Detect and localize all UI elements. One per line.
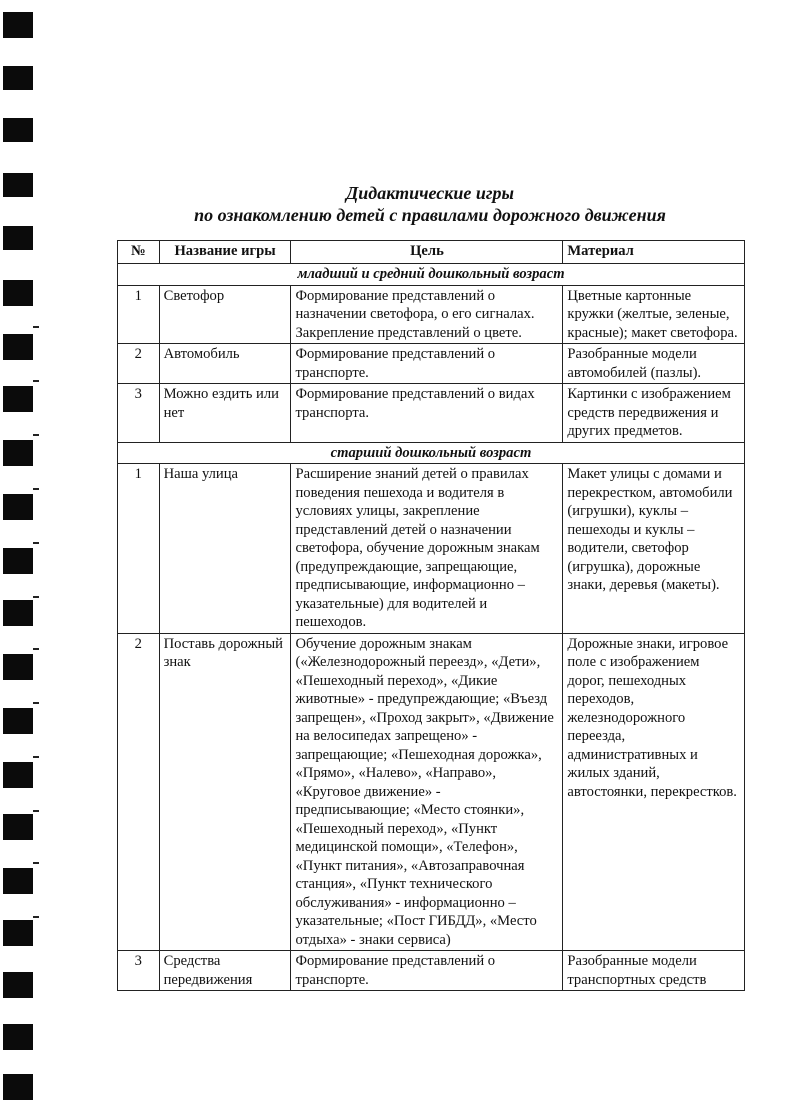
row-num: 2 [118, 344, 160, 384]
row-num: 3 [118, 384, 160, 443]
doc-subtitle: по ознакомлению детей с правилами дорожного движения [194, 205, 666, 225]
row-num: 1 [118, 464, 160, 634]
header-num: № [118, 241, 160, 264]
binder-tick [33, 648, 39, 650]
binder-hole [3, 548, 33, 574]
header-name: Название игры [159, 241, 291, 264]
binder-hole [3, 334, 33, 360]
binder-tick [33, 542, 39, 544]
row-material: Картинки с изображением средств передвижения и других предметов. [563, 384, 745, 443]
doc-title: Дидактические игры [345, 183, 515, 203]
binder-hole [3, 814, 33, 840]
binder-hole [3, 1074, 33, 1100]
row-num: 3 [118, 951, 160, 991]
row-material: Разобранные модели автомобилей (пазлы). [563, 344, 745, 384]
binder-hole [3, 708, 33, 734]
binder-hole [3, 280, 33, 306]
section-row [118, 264, 745, 286]
header-goal: Цель [291, 241, 563, 264]
row-num: 1 [118, 285, 160, 344]
row-material: Макет улицы с домами и перекрестком, автомобили (игрушки), куклы – пешеходы и куклы – водители, светофор (игрушка), дорожные знаки, деревья (макеты). [563, 464, 745, 634]
binder-hole [3, 762, 33, 788]
binder-hole [3, 600, 33, 626]
binder-tick [33, 810, 39, 812]
table-row [118, 951, 745, 991]
binder-hole [3, 440, 33, 466]
binder-tick [33, 326, 39, 328]
row-goal: Формирование представлений о назначении светофора, о его сигналах. Закрепление представлений о цвете. [291, 285, 563, 344]
section-row [118, 442, 745, 464]
row-goal: Расширение знаний детей о правилах поведения пешехода и водителя в условиях улицы, закрепление представлений детей о назначении светофора, обучение дорожным знакам (предупреждающие, запрещающие, предписывающие, информационно – указательные) для водителей и пешеходов. [291, 464, 563, 634]
binder-tick [33, 862, 39, 864]
table-header-row [118, 241, 745, 264]
row-name: Средства передвижения [159, 951, 291, 991]
binder-tick [33, 916, 39, 918]
row-name: Светофор [159, 285, 291, 344]
binder-holes [0, 0, 40, 1108]
binder-hole [3, 66, 33, 90]
row-name: Поставь дорожный знак [159, 633, 291, 951]
table-row [118, 285, 745, 344]
table-row [118, 344, 745, 384]
row-name: Можно ездить или нет [159, 384, 291, 443]
row-goal: Формирование представлений о транспорте. [291, 344, 563, 384]
binder-hole [3, 972, 33, 998]
binder-hole [3, 12, 33, 38]
row-material: Разобранные модели транспортных средств [563, 951, 745, 991]
row-num: 2 [118, 633, 160, 951]
binder-tick [33, 380, 39, 382]
row-goal: Формирование представлений о видах транспорта. [291, 384, 563, 443]
section-title: младший и средний дошкольный возраст [118, 264, 745, 286]
binder-hole [3, 654, 33, 680]
header-material: Материал [563, 241, 745, 264]
section-title: старший дошкольный возраст [118, 442, 745, 464]
binder-hole [3, 494, 33, 520]
table-row [118, 464, 745, 634]
row-material: Цветные картонные кружки (желтые, зеленые, красные); макет светофора. [563, 285, 745, 344]
row-name: Наша улица [159, 464, 291, 634]
row-name: Автомобиль [159, 344, 291, 384]
row-goal: Формирование представлений о транспорте. [291, 951, 563, 991]
binder-tick [33, 702, 39, 704]
binder-tick [33, 596, 39, 598]
binder-hole [3, 118, 33, 142]
binder-hole [3, 868, 33, 894]
binder-hole [3, 1024, 33, 1050]
binder-hole [3, 920, 33, 946]
binder-tick [33, 488, 39, 490]
binder-hole [3, 386, 33, 412]
row-goal: Обучение дорожным знакам («Железнодорожный переезд», «Дети», «Пешеходный переход», «Дикие животные» - предупреждающие; «Въезд запрещен», «Проход закрыт», «Движение на велосипедах запрещено» - запрещающие; «Пешеходная дорожка», «Прямо», «Налево», «Направо», «Круговое движение» - предписывающие; «Место стоянки», «Пешеходный переход», «Пункт медицинской помощи», «Телефон», «Пункт питания», «Автозаправочная станция», «Пункт технического обслуживания» - информационно – указательные; «Пост ГИБДД», «Место отдыха» - знаки сервиса) [291, 633, 563, 951]
binder-tick [33, 434, 39, 436]
binder-hole [3, 226, 33, 250]
table-row [118, 633, 745, 951]
binder-tick [33, 756, 39, 758]
games-table [117, 240, 745, 991]
table-row [118, 384, 745, 443]
row-material: Дорожные знаки, игровое поле с изображением дорог, пешеходных переходов, железнодорожного переезда, административных и жилых зданий, автостоянки, перекрестков. [563, 633, 745, 951]
